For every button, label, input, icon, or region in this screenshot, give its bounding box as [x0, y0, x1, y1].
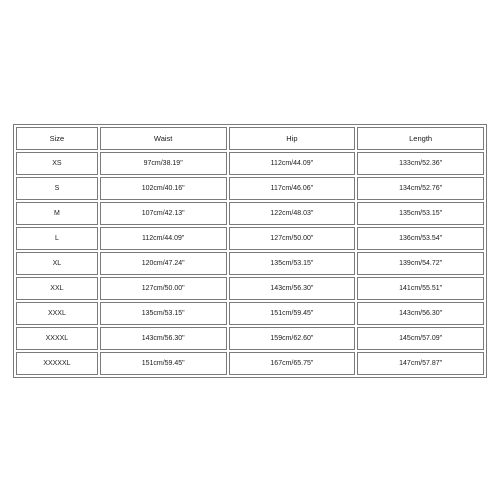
header-hip: Hip [229, 127, 356, 150]
cell-length: 141cm/55.51" [357, 277, 484, 300]
cell-waist: 135cm/53.15" [100, 302, 227, 325]
size-chart-table [13, 124, 487, 378]
cell-length: 133cm/52.36" [357, 152, 484, 175]
header-length: Length [357, 127, 484, 150]
cell-size: M [16, 202, 98, 225]
cell-length: 147cm/57.87" [357, 352, 484, 375]
cell-waist: 120cm/47.24" [100, 252, 227, 275]
table-row [16, 277, 484, 300]
cell-waist: 112cm/44.09" [100, 227, 227, 250]
cell-length: 139cm/54.72" [357, 252, 484, 275]
table-row [16, 177, 484, 200]
cell-hip: 159cm/62.60" [229, 327, 356, 350]
header-size: Size [16, 127, 98, 150]
cell-length: 143cm/56.30" [357, 302, 484, 325]
cell-waist: 143cm/56.30" [100, 327, 227, 350]
cell-waist: 97cm/38.19" [100, 152, 227, 175]
cell-waist: 102cm/40.16" [100, 177, 227, 200]
cell-hip: 143cm/56.30" [229, 277, 356, 300]
cell-hip: 135cm/53.15" [229, 252, 356, 275]
table-row [16, 202, 484, 225]
cell-size: XXXL [16, 302, 98, 325]
table-row [16, 227, 484, 250]
cell-size: XL [16, 252, 98, 275]
cell-hip: 122cm/48.03" [229, 202, 356, 225]
cell-length: 135cm/53.15" [357, 202, 484, 225]
cell-hip: 127cm/50.00" [229, 227, 356, 250]
cell-length: 145cm/57.09" [357, 327, 484, 350]
cell-size: S [16, 177, 98, 200]
cell-waist: 107cm/42.13" [100, 202, 227, 225]
cell-hip: 112cm/44.09" [229, 152, 356, 175]
cell-waist: 151cm/59.45" [100, 352, 227, 375]
cell-hip: 167cm/65.75" [229, 352, 356, 375]
cell-size: XXXXXL [16, 352, 98, 375]
cell-hip: 151cm/59.45" [229, 302, 356, 325]
cell-hip: 117cm/46.06" [229, 177, 356, 200]
cell-length: 136cm/53.54" [357, 227, 484, 250]
header-row [16, 127, 484, 150]
cell-size: XS [16, 152, 98, 175]
cell-size: XXL [16, 277, 98, 300]
header-waist: Waist [100, 127, 227, 150]
cell-waist: 127cm/50.00" [100, 277, 227, 300]
cell-size: XXXXL [16, 327, 98, 350]
table-row [16, 152, 484, 175]
table-row [16, 327, 484, 350]
table-row [16, 352, 484, 375]
cell-size: L [16, 227, 98, 250]
table-row [16, 302, 484, 325]
table-row [16, 252, 484, 275]
cell-length: 134cm/52.76" [357, 177, 484, 200]
